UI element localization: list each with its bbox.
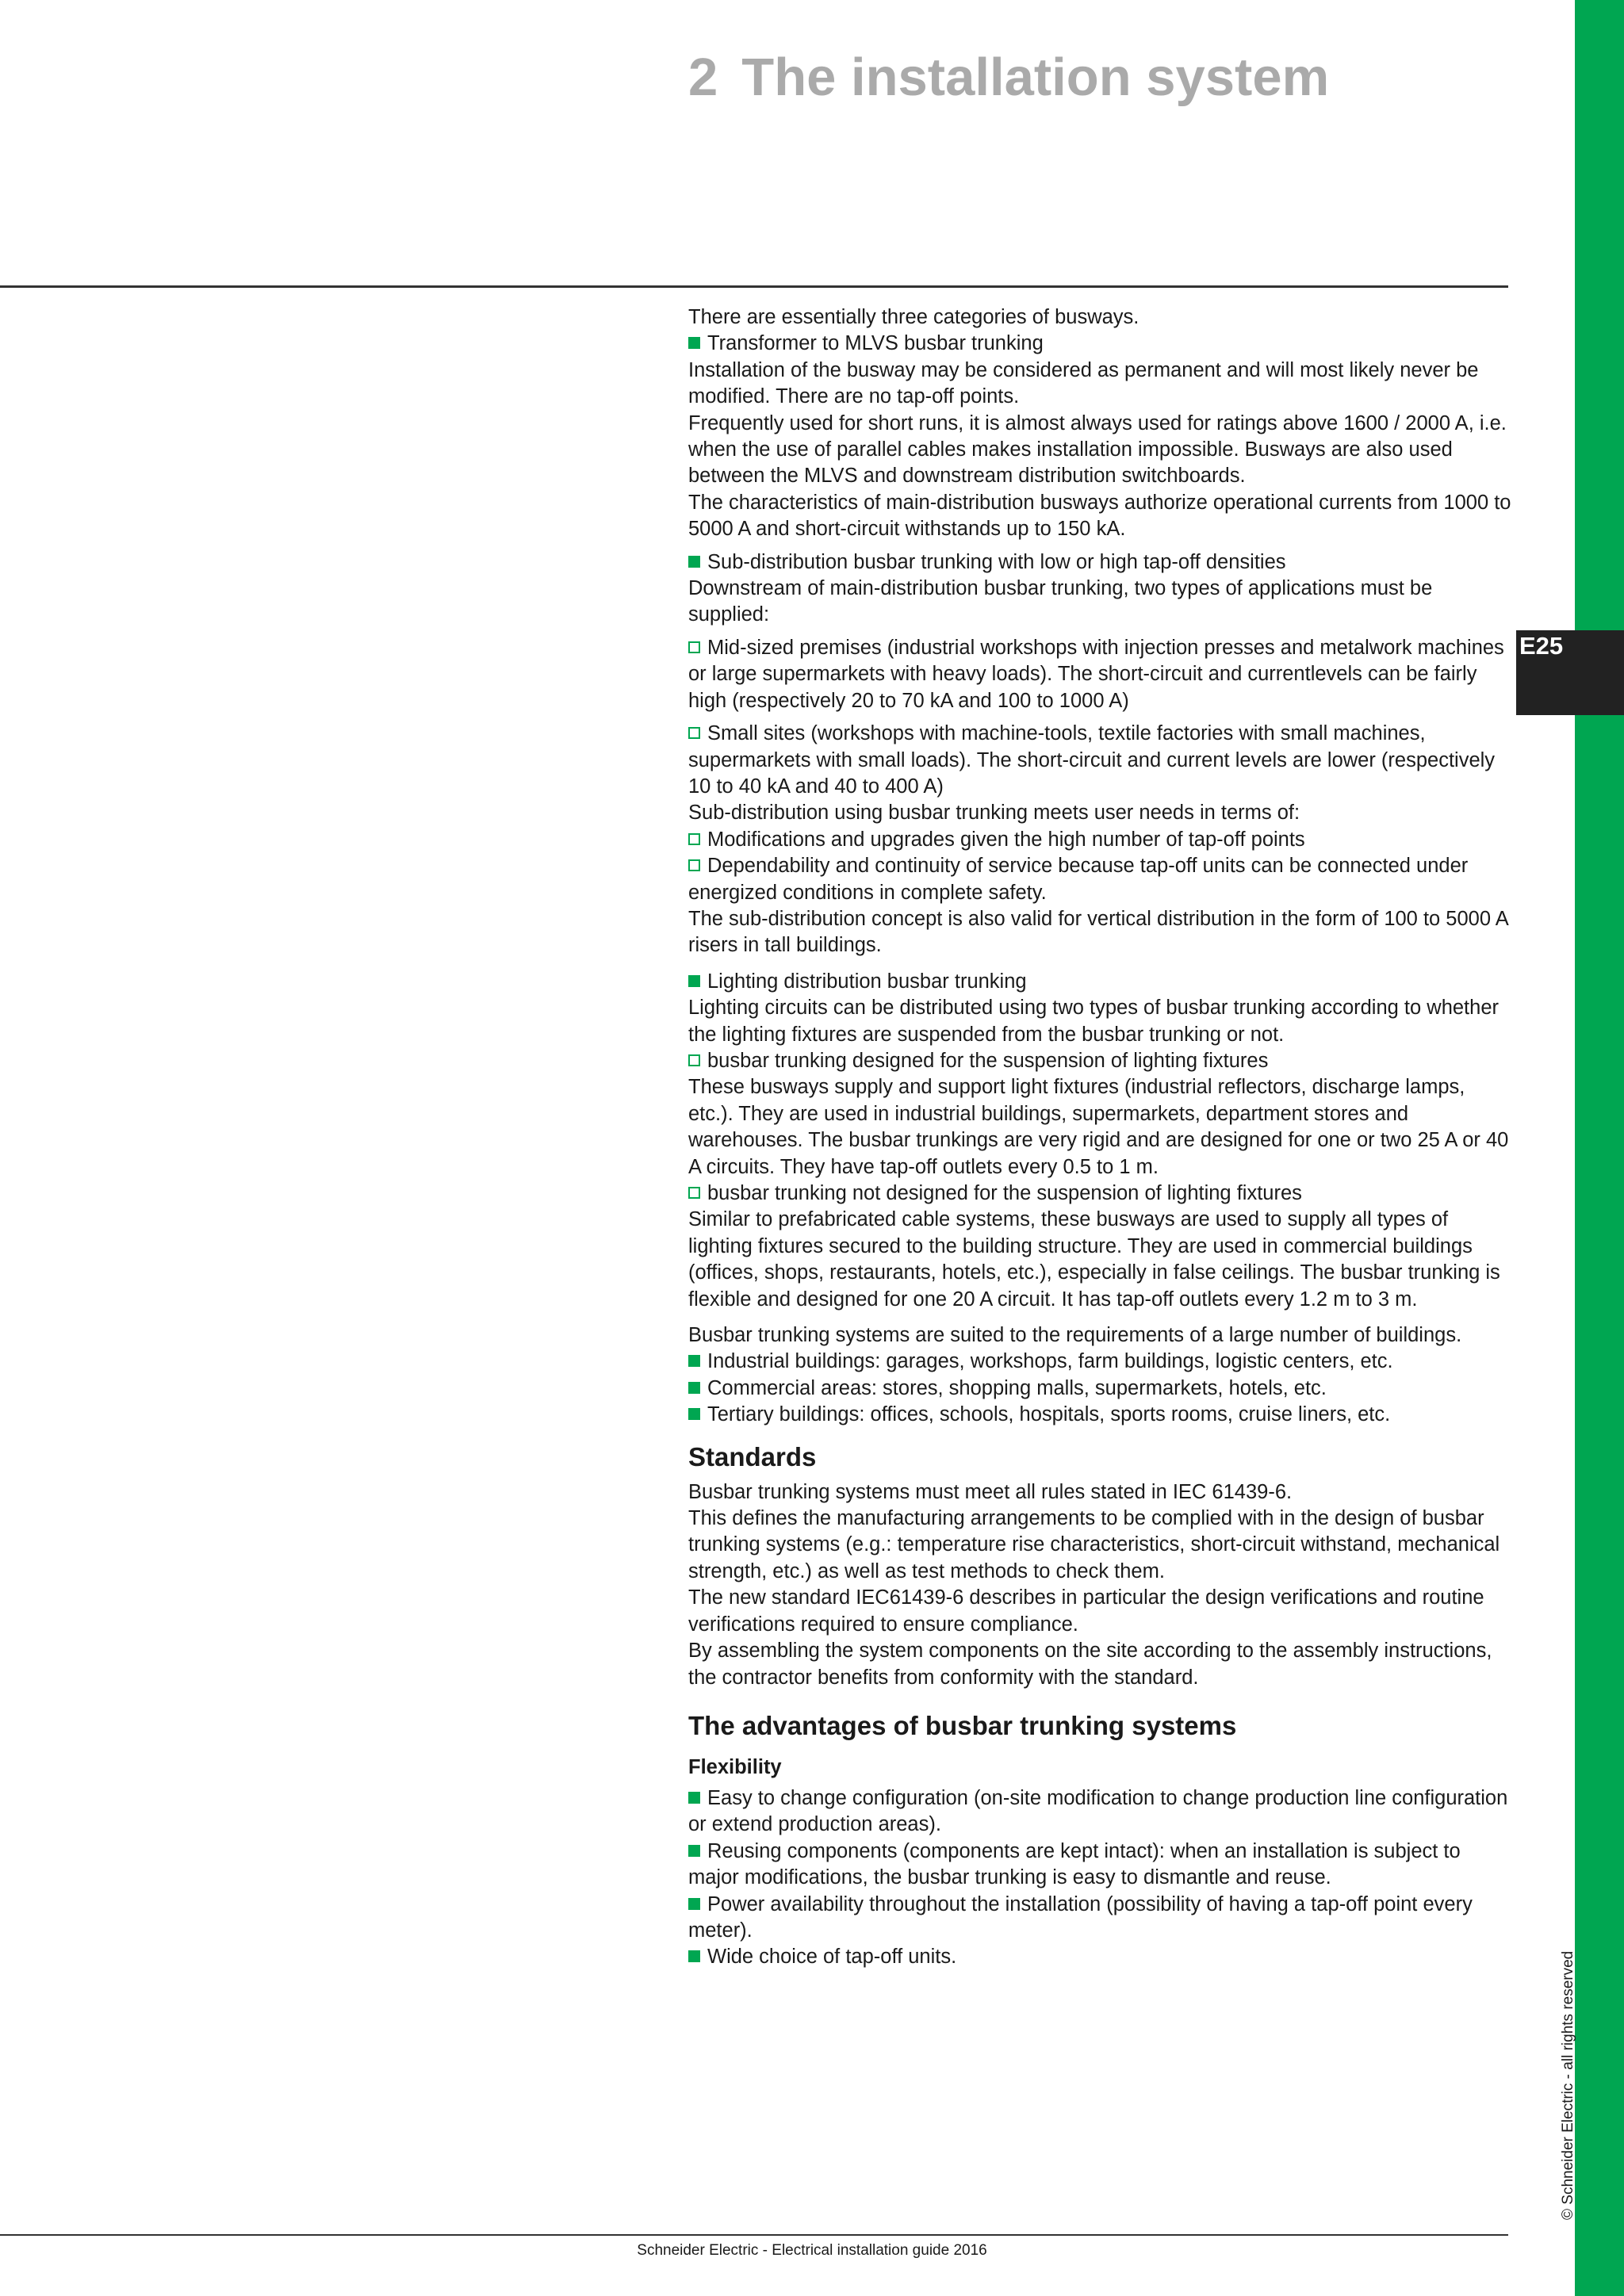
small-sites-text: Small sites (workshops with machine-tools, textile factories with small machines, supermarkets with small loads). The short-circuit and current levels are lower (respectively 10 to 40 kA and 40 to 400 A) [688, 722, 1496, 798]
lighting-sub1-heading [688, 1048, 1513, 1074]
transformer-heading [688, 331, 1513, 357]
bullet-square-icon [688, 1950, 700, 1962]
needs-intro: Sub-distribution using busbar trunking meets user needs in terms of: [688, 802, 1300, 825]
standards-p3: The new standard IEC61439-6 describes in particular the design verifications and routine verifications required to ensure compliance. [688, 1586, 1484, 1636]
side-color-bar [1575, 0, 1624, 2296]
bullet-square-icon [688, 1382, 700, 1394]
subdistribution-p1: Downstream of main-distribution busbar trunking, two types of applications must be supplied: [688, 577, 1433, 626]
bullet-outline-square-icon [688, 641, 700, 653]
small-sites-item [688, 721, 1513, 800]
need-item-2 [688, 853, 1513, 906]
lighting-sub2-heading [688, 1181, 1513, 1207]
chapter-number: 2 [688, 48, 718, 107]
lighting-p1: Lighting circuits can be distributed using two types of busbar trunking according to whether the lighting fixtures are suspended from the busbar trunking or not. [688, 997, 1499, 1046]
header-divider [0, 285, 1508, 288]
bullet-outline-square-icon [688, 727, 700, 739]
subdistribution-heading-text: Sub-distribution busbar trunking with low or high tap-off densities [707, 550, 1286, 573]
subdistribution-heading [688, 549, 1513, 576]
vertical-distribution-paragraph: The sub-distribution concept is also valid for vertical distribution in the form of 100 to 5000 A risers in tall buildings. [688, 907, 1508, 957]
chapter-title-text: The installation system [741, 48, 1330, 107]
advantages-heading: The advantages of busbar trunking systems [688, 1710, 1237, 1740]
lighting-heading [688, 969, 1513, 995]
transformer-p2: Frequently used for short runs, it is almost always used for ratings above 1600 / 2000 A, i.e. when the use of parallel cables makes installation impossible. Busways are also used between the MLVS and downstream distribution switchboards. [688, 411, 1507, 488]
bullet-outline-square-icon [688, 833, 700, 845]
bullet-square-icon [688, 1792, 700, 1804]
bullet-square-icon [688, 1898, 700, 1910]
suited-item-tertiary [688, 1402, 1513, 1428]
advantage-item-text: Easy to change configuration (on-site modification to change production line configuration or extend production areas). [688, 1786, 1508, 1836]
mid-sized-text: Mid-sized premises (industrial workshops with injection presses and metalwork machines or large supermarkets with heavy loads). The short-circuit and currentlevels can be fairly high (respectively 20 to 70 kA and 100 to 1000 A) [688, 636, 1504, 712]
standards-p1: Busbar trunking systems must meet all rules stated in IEC 61439-6. [688, 1480, 1293, 1503]
main-content [688, 304, 1513, 1971]
page-footer: Schneider Electric - Electrical installation guide 2016 [637, 2242, 987, 2259]
lighting-heading-text: Lighting distribution busbar trunking [707, 970, 1027, 993]
footer-divider [0, 2234, 1508, 2236]
chapter-title [688, 44, 1329, 111]
advantage-item-text: Reusing components (components are kept intact): when an installation is subject to major modifications, the busbar trunking is easy to dismantle and reuse. [688, 1839, 1461, 1889]
advantage-item-text: Power availability throughout the installation (possibility of having a tap-off point every meter). [688, 1892, 1473, 1942]
lighting-sub2-text: Similar to prefabricated cable systems, these busways are used to supply all types of lighting fixtures secured to the building structure. They are used in commercial buildings (offices, shops, restaurants, hotels, etc.), especially in false ceilings. The busbar trunking is flexible and designed for one 20 A circuit. It has tap-off outlets every 1.2 m to 3 m. [688, 1208, 1500, 1311]
bullet-square-icon [688, 1355, 700, 1367]
bullet-square-icon [688, 337, 700, 349]
advantage-item-tapoff [688, 1944, 1513, 1970]
transformer-p1: Installation of the busway may be considered as permanent and will most likely never be modified. There are no tap-off points. [688, 358, 1479, 408]
bullet-outline-square-icon [688, 1187, 700, 1199]
advantage-item-reusing [688, 1839, 1513, 1892]
suited-item-text: Tertiary buildings: offices, schools, hospitals, sports rooms, cruise liners, etc. [707, 1403, 1391, 1426]
mid-sized-item [688, 635, 1513, 714]
bullet-square-icon [688, 1408, 700, 1420]
bullet-square-icon [688, 1845, 700, 1857]
transformer-p3: The characteristics of main-distribution busways authorize operational currents from 1000 to 5000 A and short-circuit withstands up to 150 kA. [688, 491, 1511, 541]
need-text-1: Modifications and upgrades given the high number of tap-off points [707, 828, 1305, 851]
suited-item-text: Industrial buildings: garages, workshops, farm buildings, logistic centers, etc. [707, 1350, 1393, 1373]
advantage-item-configuration [688, 1785, 1513, 1839]
lighting-sub2-heading-text: busbar trunking not designed for the suspension of lighting fixtures [707, 1182, 1302, 1204]
lighting-sub1-text: These busways supply and support light fixtures (industrial reflectors, discharge lamps, etc.). They are used in industrial buildings, supermarkets, department stores and warehouses. The busbar trunkings are very rigid and are designed for one or two 25 A or 40 A circuits. They have tap-off outlets every 0.5 to 1 m. [688, 1076, 1509, 1178]
page-tab [1516, 630, 1624, 715]
need-text-2: Dependability and continuity of service because tap-off units can be connected under energized conditions in complete safety. [688, 855, 1469, 904]
transformer-heading-text: Transformer to MLVS busbar trunking [707, 332, 1044, 355]
need-item-1 [688, 827, 1513, 853]
suited-item-industrial [688, 1349, 1513, 1375]
bullet-square-icon [688, 556, 700, 568]
page-tab-label: E25 [1519, 632, 1564, 660]
suited-item-commercial [688, 1376, 1513, 1402]
standards-p2: This defines the manufacturing arrangements to be complied with in the design of busbar trunking systems (e.g.: temperature rise characteristics, short-circuit withstand, mechanical strength, etc.) as well as test methods to check them. [688, 1507, 1500, 1582]
bullet-square-icon [688, 975, 700, 987]
flexibility-subheading: Flexibility [688, 1755, 782, 1778]
intro-paragraph: There are essentially three categories of busways. [688, 306, 1139, 328]
lighting-sub1-heading-text: busbar trunking designed for the suspension of lighting fixtures [707, 1049, 1269, 1072]
copyright-notice: © Schneider Electric - all rights reserved [1560, 1950, 1576, 2220]
bullet-outline-square-icon [688, 1054, 700, 1066]
standards-p4: By assembling the system components on the site according to the assembly instructions, the contractor benefits from conformity with the standard. [688, 1640, 1492, 1689]
bullet-outline-square-icon [688, 859, 700, 871]
advantage-item-power [688, 1892, 1513, 1945]
advantage-item-text: Wide choice of tap-off units. [707, 1946, 957, 1969]
suited-item-text: Commercial areas: stores, shopping malls, supermarkets, hotels, etc. [707, 1376, 1327, 1399]
suited-paragraph: Busbar trunking systems are suited to the requirements of a large number of buildings. [688, 1324, 1462, 1347]
standards-heading: Standards [688, 1441, 817, 1471]
